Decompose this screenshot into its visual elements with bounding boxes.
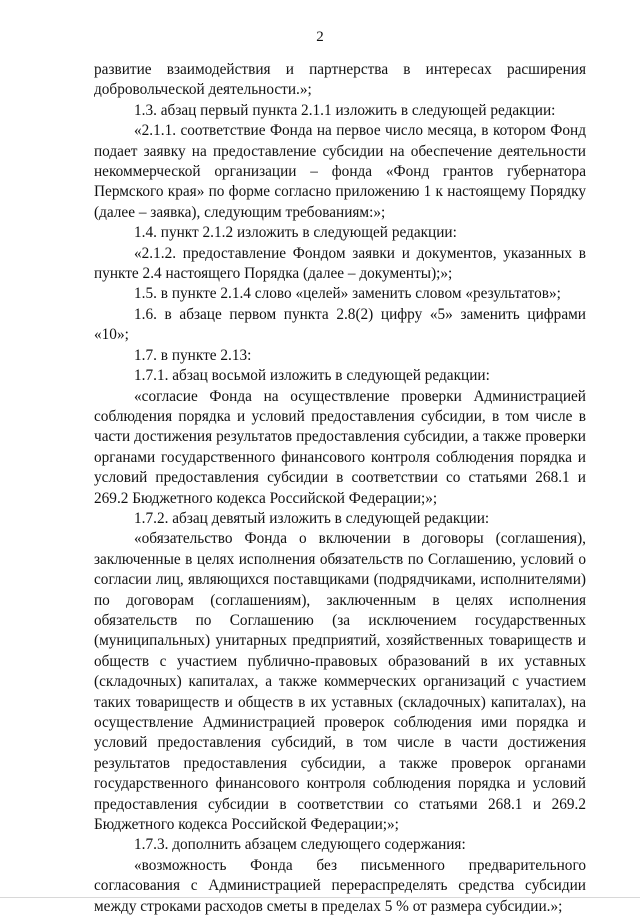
document-body bbox=[94, 60, 586, 917]
paragraph: 1.4. пункт 2.1.2 изложить в следующей редакции: bbox=[134, 224, 457, 242]
paragraph: 1.7. в пункте 2.13: bbox=[134, 346, 252, 364]
paragraph: 1.7.3. дополнить абзацем следующего содержания: bbox=[134, 836, 466, 854]
paragraph: «2.1.2. предоставление Фондом заявки и документов, указанных в пункте 2.4 настоящего Порядка (далее – документы);»; bbox=[94, 244, 586, 283]
paragraph: «2.1.1. соответствие Фонда на первое число месяца, в котором Фонд подает заявку на предоставление субсидии на обеспечение деятельности некоммерческой организации – фонда «Фонд грантов губернатора Пермского края» по форме согласно приложению 1 к настоящему Порядку (далее – заявка), следующим требованиям:»; bbox=[94, 122, 586, 221]
paragraph: «обязательство Фонда о включении в договоры (соглашения), заключенные в целях исполнения обязательств по Соглашению, условий о согласии лиц, являющихся поставщиками (подрядчиками, исполнителями) по договорам (соглашениям), заключенным в целях исполнения обязательств по Соглашению (за исключением государственных (муниципальных) унитарных предприятий, хозяйственных товариществ и обществ с участием публично-правовых образований в их уставных (складочных) капиталах, а также коммерческих организаций с участием таких товариществ и обществ в их уставных (складочных) капиталах), на осуществление Администрацией проверок соблюдения ими порядка и условий предоставления субсидий, в том числе в части достижения результатов предоставления субсидии, а также проверок органами государственного финансового контроля соблюдения порядка и условий предоставления субсидии в соответствии со статьями 268.1 и 269.2 Бюджетного кодекса Российской Федерации;»; bbox=[94, 530, 586, 834]
paragraph: «возможность Фонда без письменного предварительного согласования с Администрацией перераспределять средства субсидии между строками расходов сметы в пределах 5 % от размера субсидии.»; bbox=[94, 856, 586, 915]
paragraph: 1.3. абзац первый пункта 2.1.1 изложить в следующей редакции: bbox=[134, 101, 556, 119]
page-bottom-edge bbox=[0, 897, 640, 898]
paragraph: 1.7.1. абзац восьмой изложить в следующей редакции: bbox=[134, 367, 490, 385]
paragraph: «согласие Фонда на осуществление проверки Администрацией соблюдения порядка и условий предоставления субсидии, в том числе в части достижения результатов предоставления субсидии, а также проверки органами государственного финансового контроля соблюдения порядка и условий предоставления субсидии в соответствии со статьями 268.1 и 269.2 Бюджетного кодекса Российской Федерации;»; bbox=[94, 387, 586, 507]
paragraph: 1.6. в абзаце первом пункта 2.8(2) цифру «5» заменить цифрами «10»; bbox=[94, 305, 586, 344]
paragraph: развитие взаимодействия и партнерства в интересах расширения добровольческой деятельности.»; bbox=[94, 61, 586, 99]
page-number: 2 bbox=[316, 29, 324, 45]
paragraph: 1.7.2. абзац девятый изложить в следующей редакции: bbox=[134, 509, 490, 527]
paragraph: 1.5. в пункте 2.1.4 слово «целей» заменить словом «результатов»; bbox=[134, 285, 561, 303]
